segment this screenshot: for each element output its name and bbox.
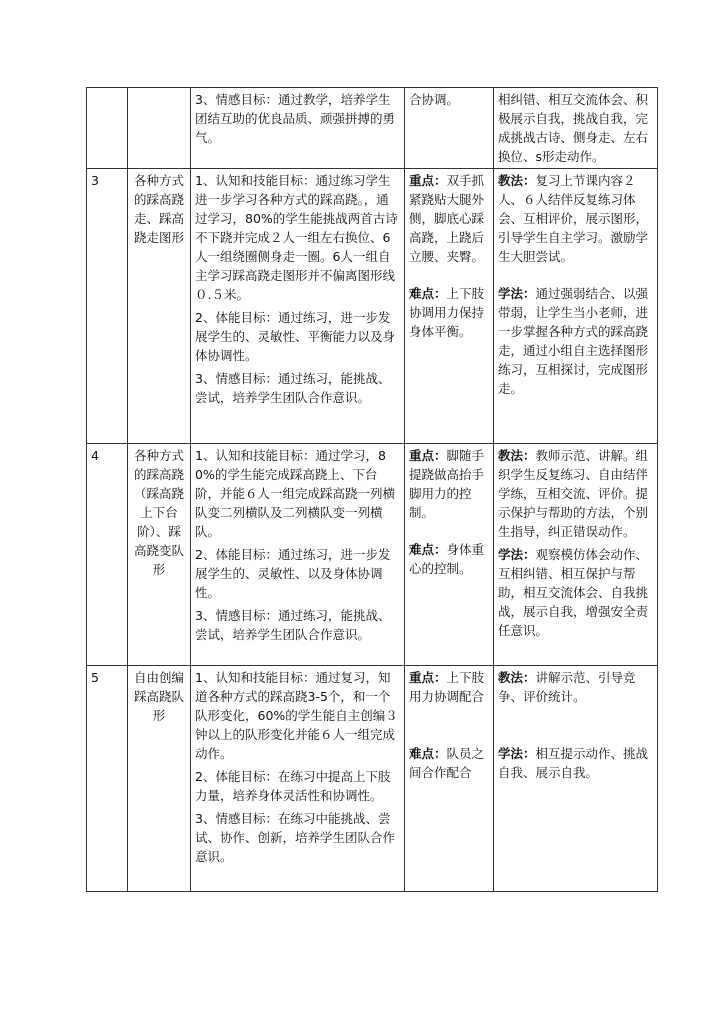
- goal-affective: 3、情感目标：在练习中能挑战、尝试、协作、创新，培养学生团队合作意识。: [195, 811, 396, 864]
- key-point-text: 上下肢用力协调配合: [409, 670, 485, 704]
- lesson-plan-table: [86, 87, 658, 892]
- teaching-method-text: 教师示范、讲解。组织学生反复练习、自由结伴学练，互相交流、评价。提示保护与帮助的方法，个别生指导，纠正错误动作。: [498, 448, 649, 539]
- lesson-topic: 各种方式的踩高跷走、踩高跷走图形: [128, 169, 191, 444]
- table-row: [87, 666, 658, 892]
- goal-affective: 3、情感目标：通过练习，能挑战、尝试，培养学生团队合作意识。: [195, 371, 391, 405]
- table-row: [87, 169, 658, 444]
- goal-affective: 3、情感目标：通过练习，能挑战、尝试，培养学生团队合作意识。: [195, 608, 391, 642]
- lesson-number: 5: [87, 666, 128, 892]
- lesson-topic: 自由创编踩高跷队形: [128, 666, 191, 892]
- difficulty-label: 难点：: [409, 746, 447, 761]
- difficulty-label: 难点：: [409, 286, 447, 301]
- lesson-number: [87, 88, 128, 169]
- difficulty-text: 队员之间合作配合: [409, 746, 485, 780]
- key-point-text: 双手抓紧跷贴大腿外侧，脚底心踩高跷，上跷后立腰、夹臀。: [409, 173, 485, 264]
- table-row: [87, 88, 658, 169]
- teaching-methods: [494, 169, 658, 444]
- teaching-methods: [494, 444, 658, 666]
- lesson-goals: [191, 666, 405, 892]
- learning-method-text: 相互提示动作、挑战自我、展示自我。: [498, 746, 649, 780]
- teaching-method-label: 教法：: [498, 670, 536, 685]
- goal-cognitive: 1、认知和技能目标：通过学习，80%的学生能完成踩高跷上、下台阶，并能６人一组完成踩高跷一列横队变二列横队及二列横队变一列横队。: [195, 448, 396, 539]
- key-point-label: 重点：: [409, 670, 447, 685]
- teaching-method-text: 复习上节课内容２人、６人结伴反复练习体会、互相评价，展示图形，引导学生自主学习。激励学生大胆尝试。: [498, 173, 649, 264]
- key-point-text: 合协调。: [409, 92, 460, 107]
- learning-method-text: 观察模仿体会动作、互相纠错、相互保护与帮助，相互交流体会、自我挑战，展示自我，增强安全责任意识。: [498, 547, 649, 638]
- lesson-topic: [128, 88, 191, 169]
- key-points: [405, 444, 494, 666]
- learning-method-label: 学法：: [498, 547, 536, 562]
- learning-method-label: 学法：: [498, 286, 536, 301]
- key-point-text: 脚随手提跷做高抬手脚用力的控制。: [409, 448, 485, 520]
- lesson-goals: [191, 444, 405, 666]
- difficulty-text: 上下肢协调用力保持身体平衡。: [409, 286, 485, 339]
- key-points: [405, 169, 494, 444]
- key-points: [405, 88, 494, 169]
- goal-affective: 3、情感目标：通过教学，培养学生团结互助的优良品质、顽强拼搏的勇气。: [195, 92, 396, 145]
- lesson-goals: [191, 169, 405, 444]
- teaching-method-text: 相纠错、相互交流体会、积极展示自我，挑战自我，完成挑战古诗、侧身走、左右换位、s形走动作。: [498, 92, 649, 164]
- lesson-number: 3: [87, 169, 128, 444]
- goal-physical: 2、体能目标：通过练习，进一步发展学生的、灵敏性、以及身体协调性。: [195, 547, 391, 600]
- key-point-label: 重点：: [409, 173, 447, 188]
- goal-cognitive: 1、认知和技能目标：通过练习学生进一步学习各种方式的踩高跷。，通过学习，80%的学生能挑战两首古诗不下跷并完成２人一组左右换位、6人一组绕圈侧身走一圈。6人一组自主学习踩高跷走图形并不偏离图形线０.５米。: [195, 173, 398, 302]
- goal-physical: 2、体能目标：在练习中提高上下肢力量，培养身体灵活性和协调性。: [195, 769, 391, 803]
- key-points: [405, 666, 494, 892]
- learning-method-label: 学法：: [498, 746, 536, 761]
- goal-cognitive: 1、认知和技能目标：通过复习，知道各种方式的踩高跷3-5个，和一个队形变化，60%的学生能自主创编３钟以上的队形变化并能６人一组完成动作。: [195, 670, 398, 761]
- difficulty-text: 身体重心的控制。: [409, 542, 485, 576]
- key-point-label: 重点：: [409, 448, 447, 463]
- teaching-methods: [494, 88, 658, 169]
- table-row: [87, 444, 658, 666]
- teaching-method-label: 教法：: [498, 448, 536, 463]
- teaching-methods: [494, 666, 658, 892]
- difficulty-label: 难点：: [409, 542, 447, 557]
- goal-physical: 2、体能目标：通过练习，进一步发展学生的、灵敏性、平衡能力以及身体协调性。: [195, 310, 396, 363]
- lesson-topic: 各种方式的踩高跷（踩高跷上下台阶）、踩高跷变队形: [128, 444, 191, 666]
- lesson-number: 4: [87, 444, 128, 666]
- learning-method-text: 通过强弱结合、以强带弱，让学生当小老师，进一步掌握各种方式的踩高跷走，通过小组自主选择图形练习，互相探讨，完成图形走。: [498, 286, 649, 396]
- teaching-method-text: 讲解示范、引导竞争、评价统计。: [498, 670, 636, 704]
- teaching-method-label: 教法：: [498, 173, 536, 188]
- lesson-goals: [191, 88, 405, 169]
